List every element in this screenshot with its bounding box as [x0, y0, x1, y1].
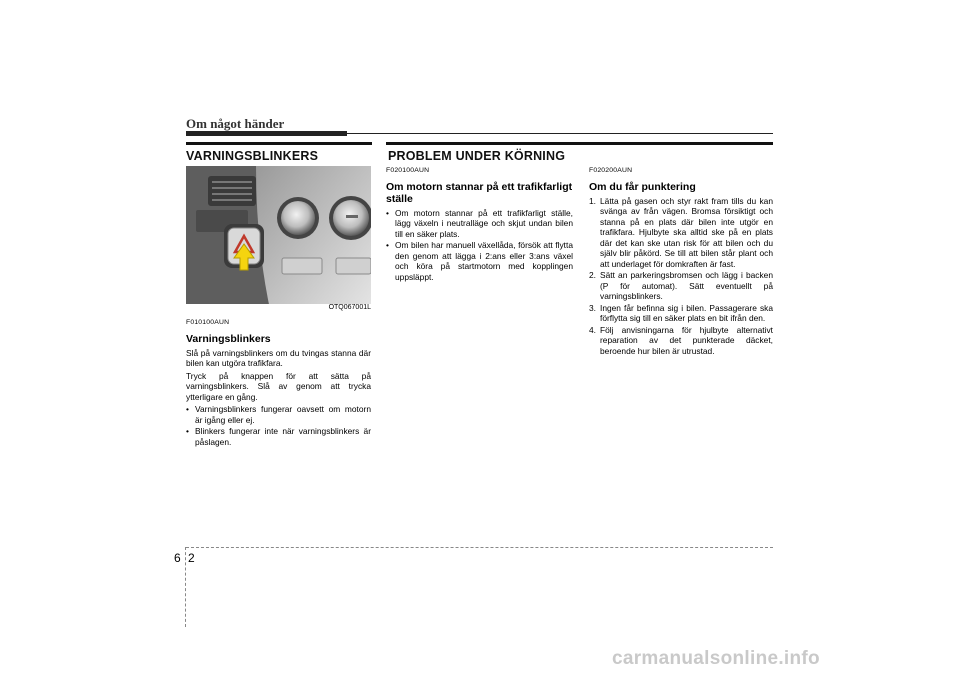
list-item: • Om motorn stannar på ett trafikfarligt ställe, lägg växeln i neutralläge och skjut undan bilen till en säker plats. [386, 208, 573, 240]
footer-rule [186, 547, 773, 548]
list-item: • Varningsblinkers fungerar oavsett om motorn är igång eller ej. [186, 404, 371, 425]
item-text: Ingen får befinna sig i bilen. Passagerare ska förflytta sig till en säker plats en bit ifrån den. [600, 302, 773, 323]
list-item [589, 303, 773, 324]
footer-divider [185, 547, 186, 627]
paragraph: Slå på varningsblinkers om du tvingas stanna där bilen kan utgöra trafikfara. [186, 347, 371, 368]
list-item: • Blinkers fungerar inte när varningsblinkers är påslagen. [186, 426, 371, 447]
item-number: 1. [589, 195, 596, 206]
section-code: F010100AUN [186, 319, 230, 326]
dashboard-illustration [186, 166, 371, 314]
item-text: Lätta på gasen och styr rakt fram tills du kan svänga av från vägen. Bromsa försiktigt och stanna på en plats där bilen inte utgör en trafikfara. Hjulbyte ska alltid ske på en plats där det kan ske utan risk för att bilen och du själv blir påkörd. Se till att bilen står plant och att underlaget för domkraften är fast. [600, 195, 773, 269]
item-text: Sätt an parkeringsbromsen och lägg i backen (P för automat). Sätt eventuellt på varningsblinkers. [600, 270, 773, 301]
photo-caption [186, 304, 371, 315]
flat-tire-column [589, 166, 773, 357]
list-item [589, 270, 773, 302]
item-text: Följ anvisningarna för hjulbyte alternativt reparation av det punkterade däcket, beroende hur bilen är utrustad. [600, 324, 773, 356]
section-title-driving-problems: PROBLEM UNDER KÖRNING [388, 149, 566, 163]
item-number: 4. [589, 324, 596, 335]
list-item: • Om bilen har manuell växellåda, försök att flytta den genom att lägga i 2:ans eller 3:ans växel och köra på startmotorn med kopplingen uppsläppt. [386, 240, 573, 282]
section-band-hazard [186, 142, 372, 165]
photo-code: OTQ067001L [328, 304, 371, 311]
section-code: F020100AUN [386, 167, 430, 174]
hazard-column [186, 318, 371, 448]
section-heading: Om du får punktering [589, 180, 696, 193]
hazard-switch-photo [186, 166, 371, 314]
numbered-list [589, 196, 773, 357]
section-code: F020200AUN [589, 167, 633, 174]
section-heading: Om motorn stannar på ett trafikfarligt ställe [386, 180, 573, 205]
engine-stall-column [386, 166, 573, 283]
item-number: 3. [589, 302, 596, 313]
page-section: 6 [174, 551, 181, 565]
list-item [589, 196, 773, 270]
section-title-hazard: VARNINGSBLINKERS [186, 149, 319, 163]
page-number: 2 [188, 551, 195, 565]
watermark: carmanualsonline.info [612, 648, 820, 669]
bullet-list [386, 208, 573, 283]
chapter-title: Om något händer [186, 116, 285, 131]
item-number: 2. [589, 270, 596, 280]
header-rule-thick [186, 131, 347, 136]
section-heading: Varningsblinkers [186, 332, 271, 345]
paragraph: Tryck på knappen för att sätta på varningsblinkers. Slå av genom att trycka ytterligare en gång. [186, 370, 371, 402]
list-item [589, 325, 773, 357]
header-rule-thin [347, 133, 773, 134]
section-band-driving-problems [386, 142, 773, 165]
bullet-list [186, 404, 371, 447]
